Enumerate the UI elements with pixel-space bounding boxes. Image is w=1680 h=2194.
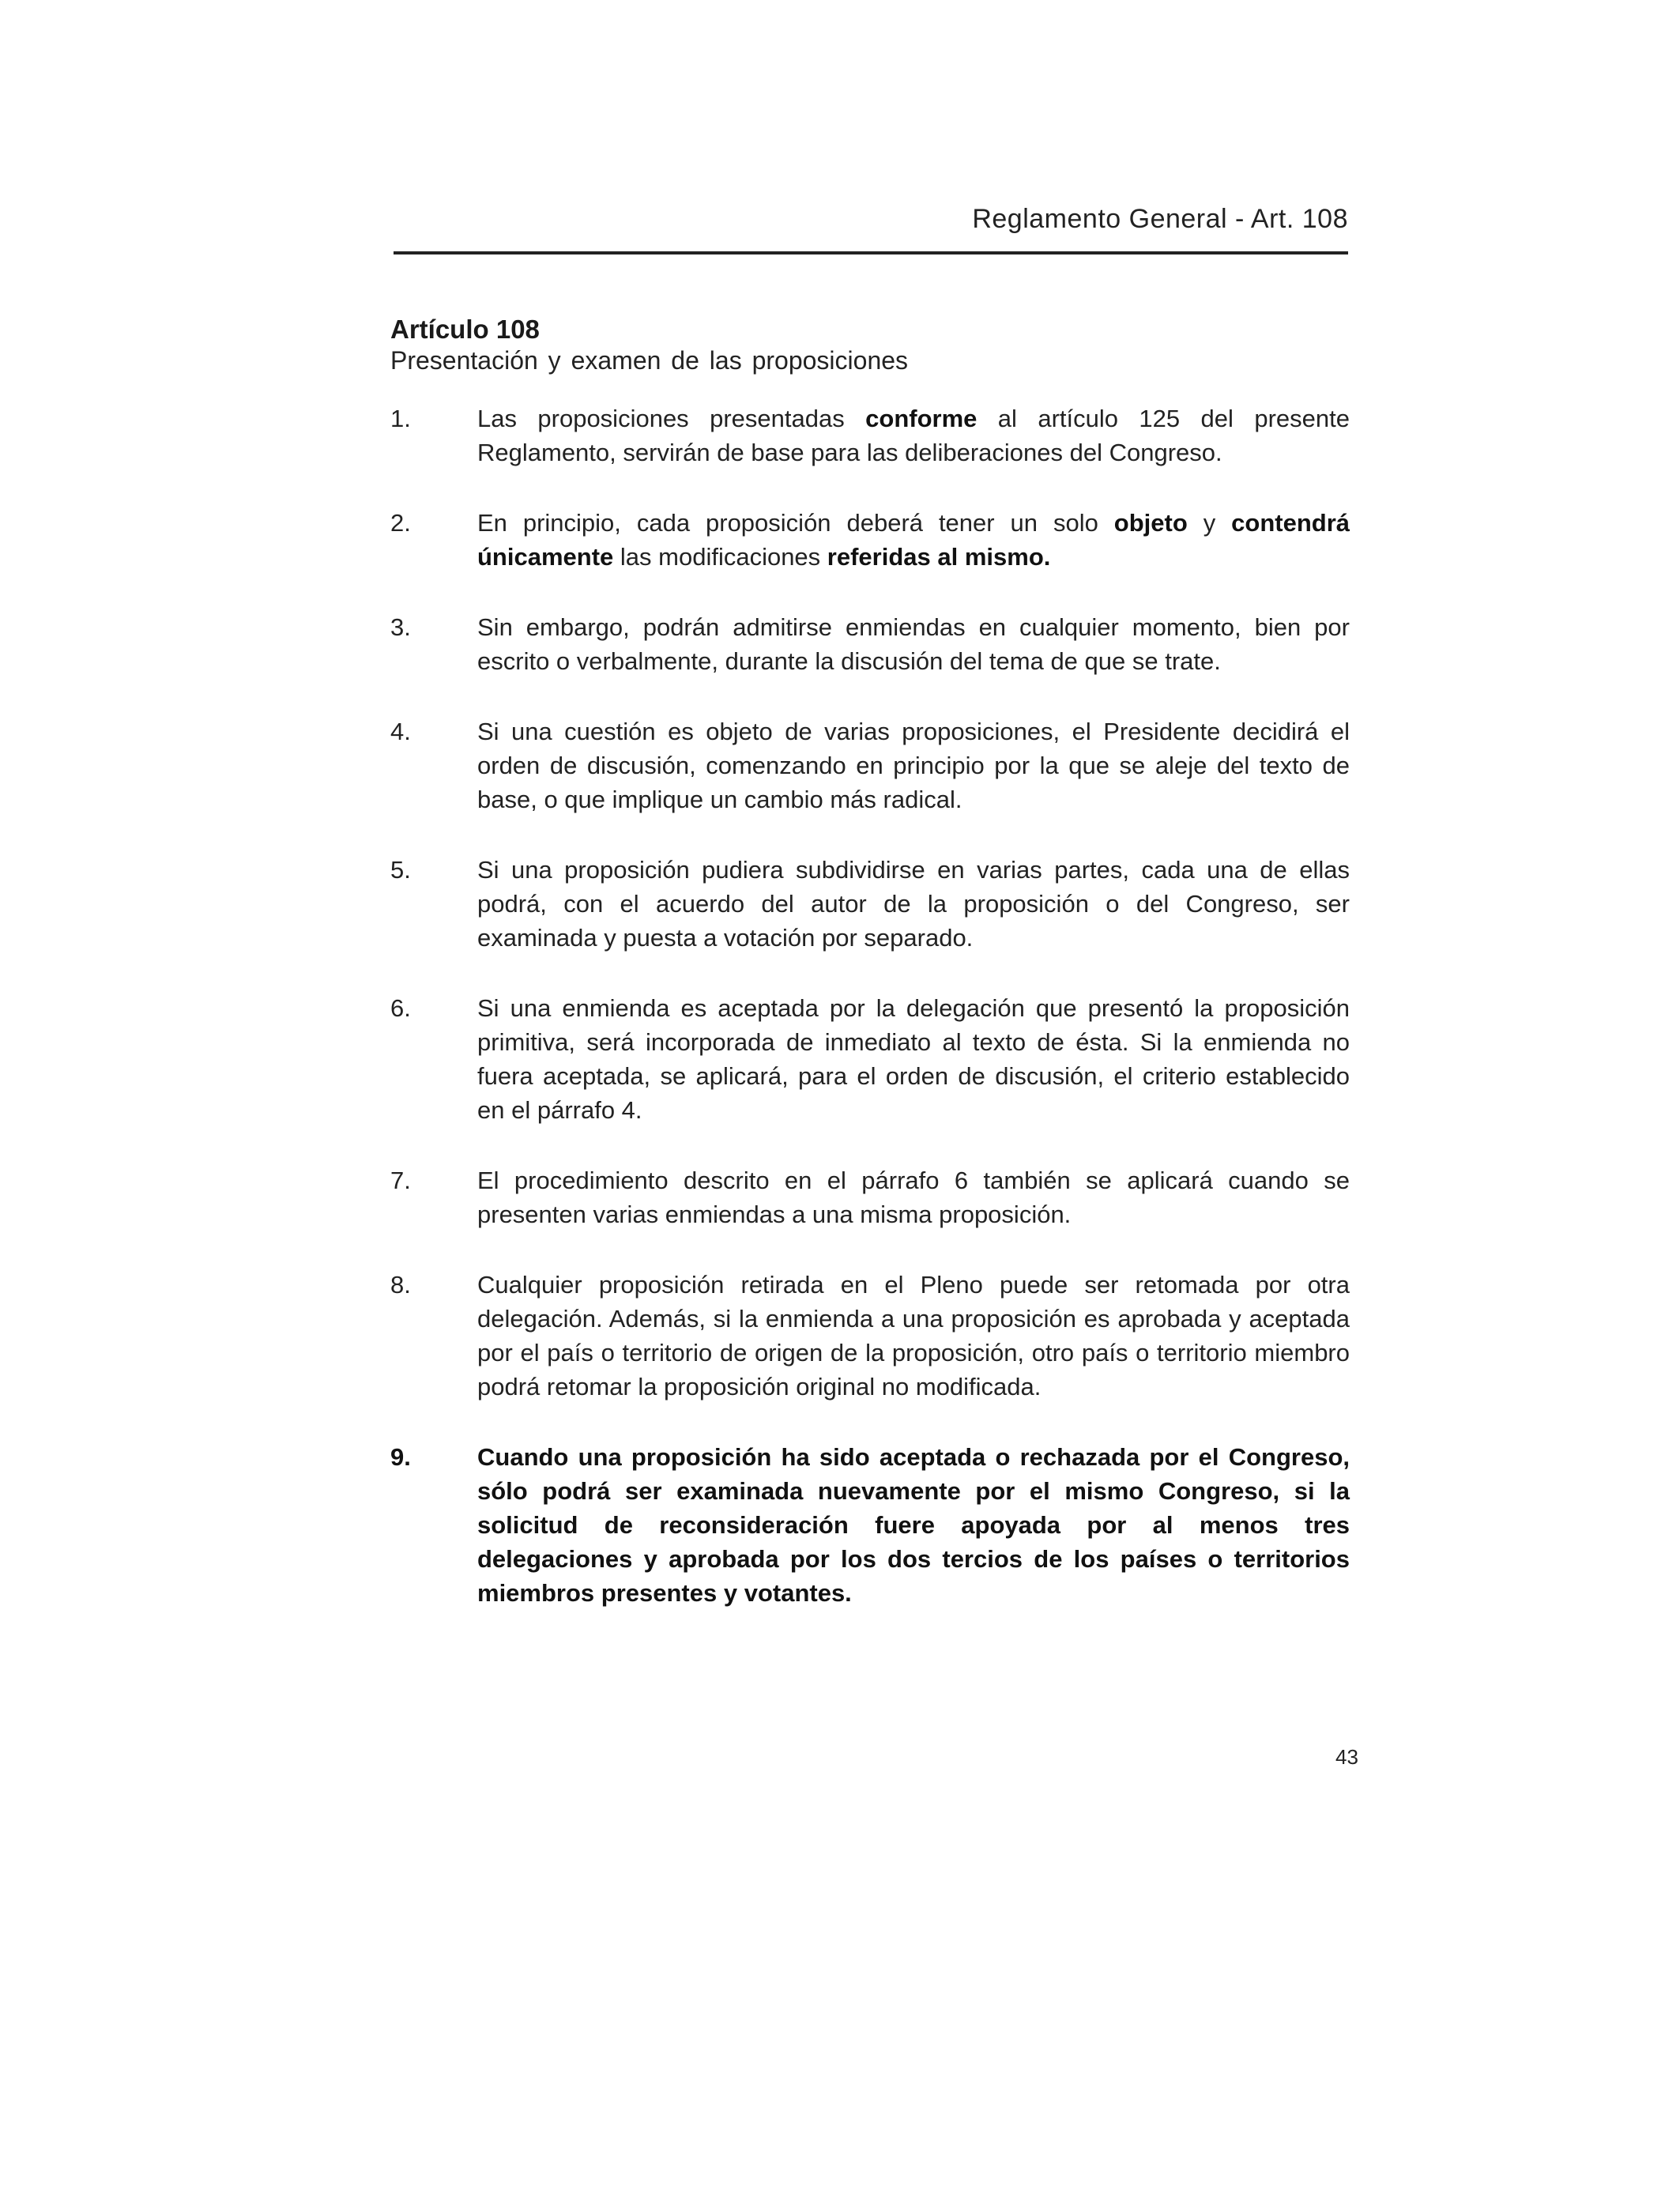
- paragraph-text: [477, 1268, 1350, 1404]
- text-segment: Si una enmienda es aceptada por la delegación que presentó la proposición primitiva, será incorporada de inmediato al texto de ésta. Si la enmienda no fuera aceptada, se aplicará, para el orden de discusión, el criterio establecido en el párrafo 4.: [477, 994, 1350, 1124]
- text-segment: Las proposiciones presentadas: [477, 405, 866, 432]
- bold-text-segment: objeto: [1113, 509, 1188, 537]
- paragraph-item: [390, 1163, 1350, 1231]
- paragraph-text: [477, 853, 1350, 955]
- text-segment: Sin embargo, podrán admitirse enmiendas en cualquier momento, bien por escrito o verbalmente, durante la discusión del tema de que se trate.: [477, 613, 1350, 675]
- paragraph-number: 9.: [390, 1443, 411, 1471]
- text-segment: En principio, cada proposición deberá tener un solo: [477, 509, 1114, 537]
- article-subtitle: Presentación y examen de las proposiciones: [390, 346, 909, 375]
- paragraph-item: [390, 853, 1350, 955]
- text-segment: El procedimiento descrito en el párrafo 6 también se aplicará cuando se presenten varias enmiendas a una misma proposición.: [477, 1167, 1350, 1228]
- paragraph-list: [390, 401, 1350, 1646]
- paragraph-text: [477, 506, 1350, 574]
- paragraph-text: [477, 610, 1350, 678]
- paragraph-number: 1.: [390, 405, 411, 432]
- paragraph-text: [477, 714, 1350, 816]
- paragraph-text: [477, 401, 1350, 469]
- header-rule: [394, 251, 1348, 254]
- bold-text-segment: contendrá únicamente: [477, 509, 1350, 571]
- paragraph-text: [477, 1440, 1350, 1610]
- text-segment: al artículo 125 del presente Reglamento, servirán de base para las deliberaciones del Congreso.: [477, 405, 1350, 466]
- text-segment: y: [1187, 509, 1232, 537]
- article-heading: Artículo 108: [390, 315, 540, 344]
- text-segment: Si una proposición pudiera subdividirse en varias partes, cada una de ellas podrá, con el acuerdo del autor de la proposición o del Congreso, ser examinada y puesta a votación por separado.: [477, 856, 1350, 952]
- paragraph-item: [390, 401, 1350, 469]
- paragraph-item: [390, 714, 1350, 816]
- paragraph-number: 2.: [390, 509, 411, 537]
- paragraph-item: [390, 991, 1350, 1127]
- paragraph-text: [477, 991, 1350, 1127]
- paragraph-number: 3.: [390, 613, 411, 641]
- paragraph-item: [390, 610, 1350, 678]
- paragraph-number: 5.: [390, 856, 411, 884]
- paragraph-text: [477, 1163, 1350, 1231]
- bold-text-segment: referidas al mismo.: [827, 543, 1051, 571]
- paragraph-item: [390, 1268, 1350, 1404]
- paragraph-number: 4.: [390, 718, 411, 745]
- text-segment: Si una cuestión es objeto de varias proposiciones, el Presidente decidirá el orden de discusión, comenzando en principio por la que se aleje del texto de base, o que implique un cambio más radical.: [477, 718, 1350, 813]
- running-header: Reglamento General - Art. 108: [972, 204, 1348, 234]
- text-segment: Cuando una proposición ha sido aceptada o rechazada por el Congreso, sólo podrá ser examinada nuevamente por el mismo Congreso, si la solicitud de reconsideración fuere apoyada por al menos tres delegaciones y aprobada por los dos tercios de los países o territorios miembros presentes y votantes.: [477, 1443, 1350, 1607]
- paragraph-number: 8.: [390, 1271, 411, 1299]
- text-segment: Cualquier proposición retirada en el Pleno puede ser retomada por otra delegación. Además, si la enmienda a una proposición es aprobada y aceptada por el país o territorio de origen de la proposición, otro país o territorio miembro podrá retomar la proposición original no modificada.: [477, 1271, 1350, 1400]
- bold-text-segment: conforme: [865, 405, 977, 432]
- paragraph-item: [390, 506, 1350, 574]
- page-number: 43: [1335, 1745, 1358, 1769]
- text-segment: las modificaciones: [613, 543, 827, 571]
- paragraph-number: 6.: [390, 994, 411, 1022]
- paragraph-number: 7.: [390, 1167, 411, 1194]
- paragraph-item: [390, 1440, 1350, 1610]
